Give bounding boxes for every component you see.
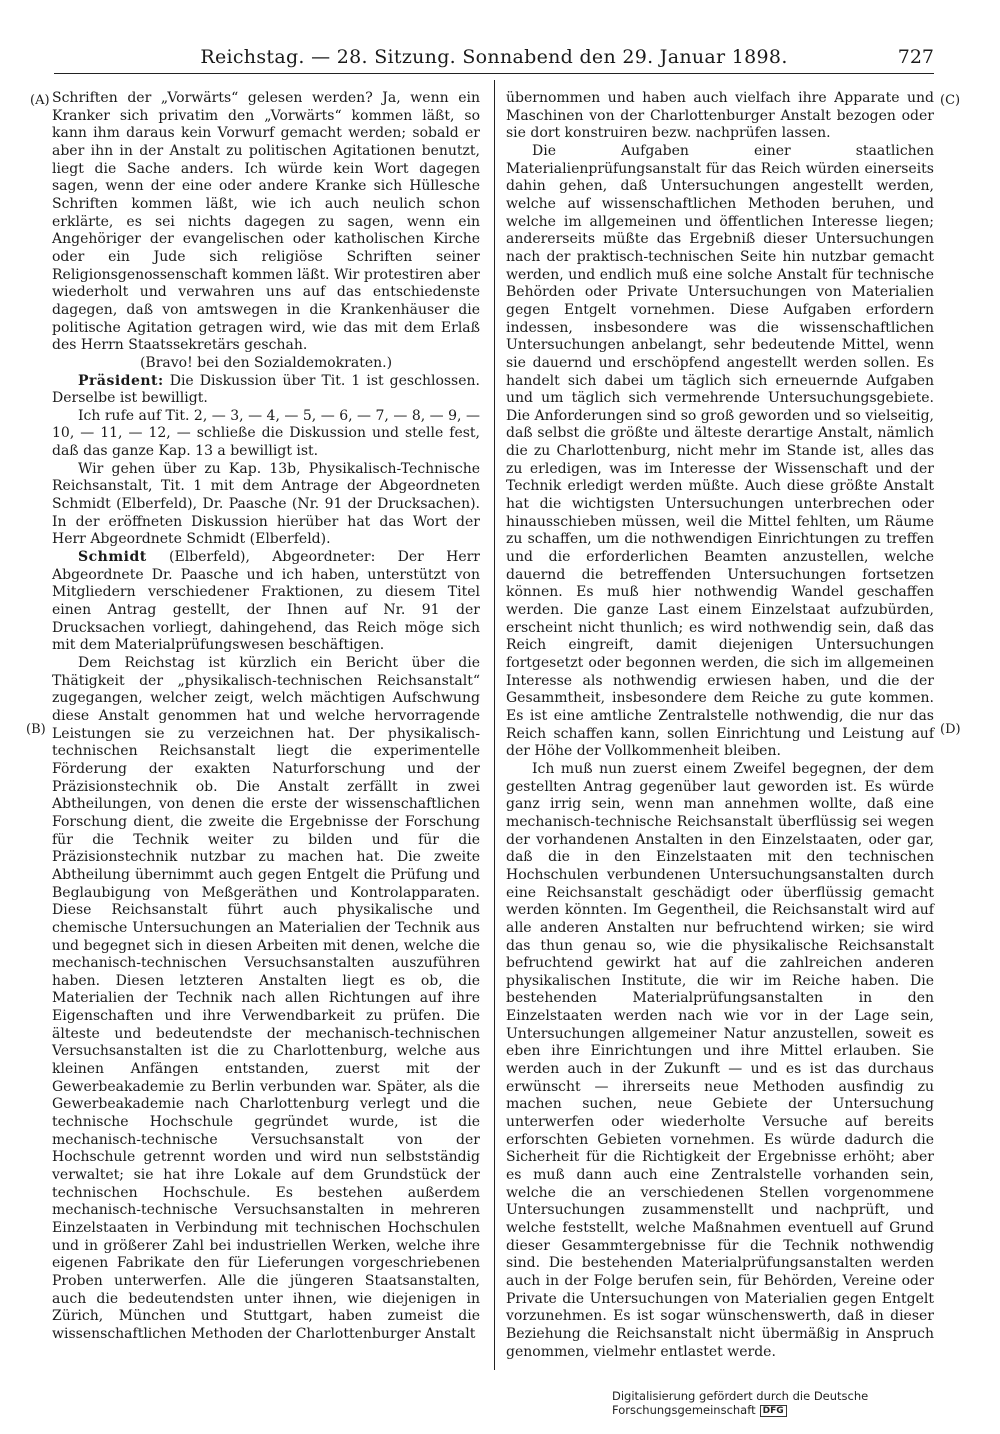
left-column xyxy=(52,90,480,1344)
margin-marker-a: (A) xyxy=(30,93,50,108)
speech-text: (Elberfeld), Abgeordneter: Der Herr Abgeordnete Dr. Paasche und ich haben, unterstützt von Mitgliedern verschiedener Fraktionen, zu diesem Titel einen Antrag gestellt, der Ihnen auf Nr. 91 der Drucksachen vorliegt, dahingehend, das Reich möge sich mit dem Materialprüfungswesen beschäftigen. xyxy=(52,549,480,654)
page-header xyxy=(54,46,934,70)
right-column xyxy=(506,90,934,1361)
paragraph: Die Aufgaben einer staatlichen Materialienprüfungsanstalt für das Reich würden einerseits dahin gehen, daß Untersuchungen angestellt werden, welche auf wissenschaftlichen Methoden beruhen, und welche im allgemeinen und öffentlichen Interesse liegen; andererseits müßte das Ergebniß dieser Untersuchungen nach der praktisch-technischen Seite hin nutzbar gemacht werden, und endlich muß eine solche Anstalt für technische Behörden oder Private Untersuchungen von Materialien gegen Entgelt vornehmen. Diese Aufgaben erfordern indessen, insbesondere was die wissenschaftlichen Untersuchungen anbelangt, sehr bedeutende Mittel, wenn sie dauernd und erschöpfend angestellt werden sollen. Es handelt sich dabei um täglich sich erneuernde Aufgaben und um täglich sich vermehrende Untersuchungsgebiete. Die Anforderungen sind so groß geworden und so vielseitig, daß selbst die größte und älteste derartige Anstalt, nämlich die zu Charlottenburg, nicht mehr im Stande ist, alles das zu erledigen, was im Interesse der Wissenschaft und der Technik erledigt werden müßte. Auch diese größte Anstalt hat die wichtigsten Untersuchungen unterbrechen oder hinausschieben müssen, weil die Mittel fehlten, um Räume zu schaffen, um die nothwendigen Einrichtungen zu treffen und die erforderlichen Beamten anzustellen, welche dauernd die betreffenden Untersuchungen fortsetzen können. Es muß hier nothwendig Wandel geschaffen werden. Die ganze Last einem Einzelstaat aufzubürden, erscheint nicht thunlich; es wird nothwendig sein, daß das Reich eingreift, damit diejenigen Untersuchungen fortgesetzt oder begonnen werden, die sich im allgemeinen Interesse als nothwendig erwiesen haben, und die der Gesammtheit, insbesondere dem Reiche zu gute kommen. Es ist eine amtliche Zentralstelle nothwendig, die nur das Reich schaffen kann, sollen Einrichtung und Leistung auf der Höhe der Vollkommenheit bleiben. xyxy=(506,142,934,760)
paragraph: Schriften der „Vorwärts“ gelesen werden? Ja, wenn ein Kranker sich privatim den „Vorwärts“ kommen läßt, so kann ihm daraus kein Vorwurf gemacht werden; sobald er aber ihn in der Anstalt zu politischen Agitationen benutzt, liegt die Sache anders. Ich würde kein Wort dagegen sagen, wenn der eine oder andere Kranke sich Hüllesche Schriften kommen läßt, wie ich auch neulich schon erklärte, es sei nichts dagegen zu sagen, wenn ein Angehöriger der evangelischen oder katholischen Kirche oder ein Jude sich religiöse Schriften seiner Religionsgenossenschaft kommen läßt. Wir protestiren aber wiederholt und verwahren uns auf das entschiedenste dagegen, daß von amtswegen in die Krankenhäuser die politische Agitation getragen wird, wie das mit dem Erlaß des Herrn Staatssekretärs geschah. xyxy=(52,90,480,354)
margin-marker-b: (B) xyxy=(26,722,46,737)
paragraph: übernommen und haben auch vielfach ihre Apparate und Maschinen von der Charlottenburger Anstalt bezogen oder sie dort konstruiren bezw. nachprüfen lassen. xyxy=(506,90,934,142)
paragraph: Ich muß nun zuerst einem Zweifel begegnen, der dem gestellten Antrag gegenüber laut geworden ist. Es würde ganz irrig sein, wenn man annehmen wollte, daß eine mechanisch-technische Reichsanstalt überflüssig sei wegen der vorhandenen Anstalten in den Einzelstaaten, oder gar, daß die in den Einzelstaaten mit den technischen Hochschulen verbundenen Untersuchungsanstalten durch eine Reichsanstalt geschädigt oder überflüssig gemacht werden könnten. Im Gegentheil, die Reichsanstalt wird auf alle anderen Anstalten nur befruchtend wirken; sie wird das thun genau so, wie die physikalische Reichsanstalt befruchtend gewirkt hat auf die zahlreichen anderen physikalischen Institute, die wir im Reiche haben. Die bestehenden Materialprüfungsanstalten in den Einzelstaaten werden nach wie vor in der Lage sein, Untersuchungen allgemeiner Natur anzustellen, soweit es eben ihre Einrichtungen und ihre Mittel erlauben. Sie werden auch in der Zukunft — und es ist das durchaus erwünscht — ihrerseits neue Methoden ausfindig zu machen suchen, neue Gebiete der Untersuchung unterwerfen oder wiederholte Versuche auf bereits erforschten Gebieten vornehmen. Es würde dadurch die Sicherheit für die Richtigkeit der Ergebnisse erhöht; aber es muß dann auch eine Zentralstelle vorhanden sein, welche die an verschiedenen Stellen vorgenommene Untersuchungen zusammenstellt und nachprüft, und welche feststellt, welche Maßnahmen eventuell auf Grund dieser Gesammtergebnisse für die Technik nothwendig sind. Die bestehenden Materialprüfungsanstalten werden auch in der Folge berufen sein, für Behörden, Vereine oder Private die Untersuchungen von Materialien gegen Entgelt vorzunehmen. Es ist sogar wünschenswerth, daß in dieser Beziehung die Reichsanstalt nicht übermäßig in Anspruch genommen, vielmehr entlastet werde. xyxy=(506,760,934,1360)
paragraph xyxy=(52,373,480,408)
paragraph: Ich rufe auf Tit. 2, — 3, — 4, — 5, — 6, — 7, — 8, — 9, — 10, — 11, — 12, — schließe die Diskussion und stelle fest, daß das ganze Kap. 13 a bewilligt ist. xyxy=(52,407,480,460)
margin-marker-d: (D) xyxy=(940,722,961,737)
interjection: (Bravo! bei den Sozialdemokraten.) xyxy=(139,354,393,371)
page-number: 727 xyxy=(897,46,934,68)
margin-marker-c: (C) xyxy=(940,93,961,108)
paragraph xyxy=(52,549,480,655)
dfg-logo: DFG xyxy=(760,1405,787,1417)
header-rule xyxy=(54,73,934,74)
speaker-name: Präsident: xyxy=(78,372,164,389)
credit-text: Digitalisierung gefördert durch die Deutsche Forschungsgemeinschaft xyxy=(612,1389,869,1417)
paragraph: Dem Reichstag ist kürzlich ein Bericht über die Thätigkeit der „physikalisch-technischen Reichsanstalt“ zugegangen, welcher zeigt, welch mächtigen Aufschwung diese Anstalt genommen hat und welche hervorragende Leistungen sie zu verzeichnen hat. Der physikalisch-technischen Reichsanstalt liegt die experimentelle Förderung der exakten Naturforschung und der Präzisionstechnik ob. Die Anstalt zerfällt in zwei Abtheilungen, von denen die erste der wissenschaftlichen Forschung dient, die zweite die Ergebnisse der Forschung für die Technik weiter zu bilden und für die Präzisionstechnik nutzbar zu machen hat. Die zweite Abtheilung übernimmt auch gegen Entgelt die Prüfung und Beglaubigung von Meßgeräthen und Kontrolapparaten. Diese Reichsanstalt führt auch physikalische und chemische Untersuchungen an Materialien der Technik aus und begegnet sich in diesen Arbeiten mit denen, welche die mechanisch-technischen Versuchsanstalten auszuführen haben. Diesen letzteren Anstalten liegt es ob, die Materialien der Technik nach allen Richtungen auf ihre Eigenschaften und ihre Verwendbarkeit zu prüfen. Die älteste und bedeutendste der mechanisch-technischen Versuchsanstalten ist die zu Charlottenburg, welche aus kleinen Anfängen entstanden, zuerst mit der Gewerbeakademie zu Berlin verbunden war. Später, als die Gewerbeakademie nach Charlottenburg verlegt und die technische Hochschule gegründet wurde, ist die mechanisch-technische Versuchsanstalt von der Hochschule getrennt worden und wird nun selbstständig verwaltet; sie hat ihre Lokale auf dem Grundstück der technischen Hochschule. Es bestehen außerdem mechanisch-technische Versuchsanstalten in mehreren Einzelstaaten in Verbindung mit technischen Hochschulen und in größerer Zahl bei industriellen Werken, welche ihre eigenen Fabrikate den für Lieferungen vorgeschriebenen Proben unterwerfen. Alle die jüngeren Staatsanstalten, auch die bedeutendsten unter ihnen, wie diejenigen in Zürich, München und Stuttgart, haben zumeist die wissenschaftlichen Methoden der Charlottenburger Anstalt xyxy=(52,655,480,1342)
speech-text: Die Diskussion über Tit. 1 ist geschlossen. Derselbe ist bewilligt. xyxy=(52,372,480,407)
speaker-name: Schmidt xyxy=(78,549,147,566)
digitization-credit xyxy=(612,1389,1000,1417)
paragraph: Wir gehen über zu Kap. 13b, Physikalisch-Technische Reichsanstalt, Tit. 1 mit dem Antrage der Abgeordneten Schmidt (Elberfeld), Dr. Paasche (Nr. 91 der Drucksachen). In der eröffneten Diskussion hierüber hat das Wort der Herr Abgeordnete Schmidt (Elberfeld). xyxy=(52,460,480,548)
column-divider xyxy=(494,80,495,1370)
running-title: Reichstag. — 28. Sitzung. Sonnabend den 29. Januar 1898. xyxy=(200,46,788,68)
